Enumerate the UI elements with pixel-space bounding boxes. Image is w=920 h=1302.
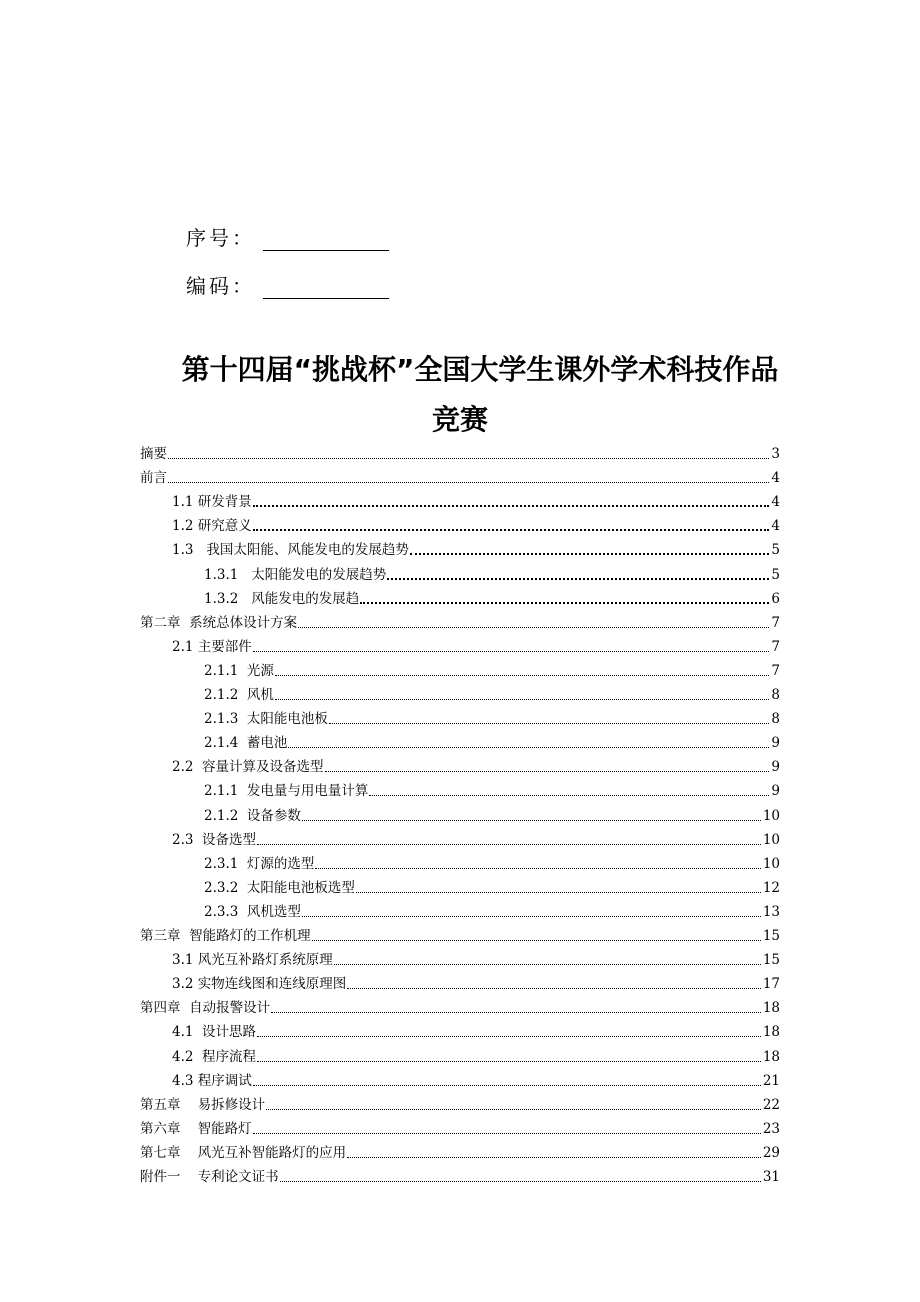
toc-entry-page: 7 (771, 662, 780, 679)
toc-entry[interactable] (140, 486, 780, 510)
serial-number-blank (263, 230, 389, 251)
serial-number-label: 序号： (186, 226, 255, 250)
toc-entry-page: 13 (762, 903, 780, 920)
toc-entry[interactable] (140, 631, 780, 655)
toc-entry[interactable] (140, 1089, 780, 1113)
toc-entry-label: 1.3 我国太阳能、风能发电的发展趋势 (172, 542, 409, 559)
toc-leader-dots (253, 505, 770, 507)
toc-entry[interactable] (140, 583, 780, 607)
serial-number-field (186, 222, 389, 251)
toc-entry-label: 2.1.4 蓄电池 (204, 735, 288, 752)
toc-entry[interactable] (140, 896, 780, 920)
toc-leader-dots (387, 578, 769, 580)
toc-entry[interactable] (140, 1161, 780, 1185)
toc-leader-dots (253, 529, 770, 531)
toc-entry[interactable] (140, 438, 780, 462)
toc-entry[interactable] (140, 920, 780, 944)
toc-leader-dots (168, 482, 769, 483)
code-label: 编码： (186, 274, 255, 298)
toc-entry-page: 8 (771, 687, 780, 703)
toc-entry-page: 31 (762, 1169, 780, 1185)
code-blank (263, 278, 389, 299)
toc-entry-page: 10 (762, 831, 780, 848)
toc-leader-dots (275, 675, 769, 676)
toc-entry-label: 第三章 智能路灯的工作机理 (140, 928, 311, 944)
toc-entry-page: 22 (762, 1096, 780, 1113)
toc-leader-dots (253, 651, 770, 652)
toc-entry-page: 7 (771, 614, 780, 631)
toc-leader-dots (334, 964, 761, 965)
toc-leader-dots (302, 916, 761, 917)
toc-entry-label: 摘要 (140, 446, 167, 462)
toc-entry-page: 5 (771, 566, 780, 583)
toc-entry-page: 4 (771, 494, 780, 511)
document-title-line-2: 竞赛 (431, 403, 488, 436)
toc-entry[interactable] (140, 944, 780, 968)
toc-entry-label: 第五章 易拆修设计 (140, 1096, 266, 1113)
toc-entry-page: 7 (771, 638, 780, 655)
toc-leader-dots (360, 602, 769, 604)
toc-leader-dots (302, 820, 761, 821)
toc-entry-label: 附件一 专利论文证书 (140, 1169, 279, 1185)
toc-leader-dots (347, 988, 761, 989)
toc-leader-dots (275, 699, 769, 700)
toc-entry-label: 第四章 自动报警设计 (140, 1000, 271, 1017)
toc-entry-label: 2.1.1 光源 (204, 662, 274, 679)
toc-entry-label: 2.3 设备选型 (172, 831, 257, 848)
toc-entry-label: 前言 (140, 470, 167, 487)
toc-entry-label: 2.1.2 风机 (204, 687, 274, 703)
toc-leader-dots (280, 1181, 761, 1182)
code-field (186, 270, 389, 299)
toc-entry-label: 4.3 程序调试 (172, 1072, 252, 1089)
toc-entry-label: 1.1 研发背景 (172, 494, 252, 511)
toc-entry[interactable] (140, 872, 780, 896)
toc-leader-dots (325, 771, 770, 772)
toc-leader-dots (257, 1036, 761, 1037)
toc-entry-label: 2.3.2 太阳能电池板选型 (204, 879, 355, 896)
toc-entry-page: 15 (762, 928, 780, 944)
toc-entry-page: 3 (771, 446, 780, 462)
toc-entry[interactable] (140, 679, 780, 703)
toc-leader-dots (257, 844, 761, 845)
toc-leader-dots (329, 723, 769, 724)
toc-entry-page: 4 (771, 518, 780, 535)
toc-entry-page: 18 (762, 1048, 780, 1065)
toc-entry-label: 第六章 智能路灯 (140, 1120, 252, 1137)
toc-entry-label: 1.3.2 风能发电的发展趋 (204, 590, 360, 607)
toc-entry[interactable] (140, 510, 780, 534)
toc-leader-dots (356, 892, 761, 893)
toc-entry-page: 9 (771, 759, 780, 776)
toc-leader-dots (253, 1133, 761, 1134)
toc-entry[interactable] (140, 727, 780, 751)
toc-entry-label: 2.3.1 灯源的选型 (204, 855, 315, 872)
toc-entry-page: 12 (762, 879, 780, 896)
toc-entry[interactable] (140, 559, 780, 583)
toc-entry-label: 1.2 研究意义 (172, 518, 252, 535)
toc-leader-dots (168, 458, 769, 459)
toc-leader-dots (266, 1109, 761, 1110)
toc-leader-dots (253, 1085, 761, 1086)
toc-leader-dots (410, 553, 770, 555)
toc-entry-page: 18 (762, 1000, 780, 1017)
toc-entry[interactable] (140, 607, 780, 631)
toc-entry-page: 21 (762, 1072, 780, 1089)
toc-entry[interactable] (140, 1065, 780, 1089)
toc-leader-dots (298, 627, 769, 628)
toc-entry-page: 5 (771, 542, 780, 559)
toc-entry-label: 2.1.3 太阳能电池板 (204, 711, 328, 728)
toc-entry[interactable] (140, 655, 780, 679)
toc-entry[interactable] (140, 992, 780, 1016)
toc-entry-page: 18 (762, 1024, 780, 1041)
toc-entry-page: 9 (771, 783, 780, 800)
toc-entry-label: 2.1.1 发电量与用电量计算 (204, 783, 369, 800)
toc-entry-label: 4.2 程序流程 (172, 1048, 257, 1065)
toc-leader-dots (369, 795, 769, 796)
toc-entry[interactable] (140, 800, 780, 824)
toc-entry[interactable] (140, 848, 780, 872)
toc-entry-label: 第二章 系统总体设计方案 (140, 614, 298, 631)
toc-entry[interactable] (140, 534, 780, 558)
toc-leader-dots (288, 747, 769, 748)
toc-entry-page: 29 (762, 1144, 780, 1161)
toc-entry-page: 4 (771, 470, 780, 487)
toc-entry-label: 3.2 实物连线图和连线原理图 (172, 976, 347, 993)
toc-entry[interactable] (140, 703, 780, 727)
toc-leader-dots (312, 940, 761, 941)
toc-entry[interactable] (140, 462, 780, 486)
toc-entry-page: 8 (771, 711, 780, 728)
toc-entry-page: 10 (762, 855, 780, 872)
toc-entry-label: 2.1.2 设备参数 (204, 807, 301, 824)
toc-leader-dots (257, 1061, 761, 1062)
toc-entry-label: 3.1 风光互补路灯系统原理 (172, 952, 333, 969)
document-title-line-1: 第十四届“挑战杯”全国大学生课外学术科技作品 (181, 353, 779, 386)
toc-entry-label: 4.1 设计思路 (172, 1024, 257, 1041)
toc-entry[interactable] (140, 1016, 780, 1040)
toc-entry-label: 2.3.3 风机选型 (204, 903, 301, 920)
toc-entry[interactable] (140, 968, 780, 992)
toc-entry[interactable] (140, 775, 780, 799)
toc-entry-page: 10 (762, 807, 780, 824)
toc-entry-page: 15 (762, 952, 780, 969)
toc-entry-label: 2.1 主要部件 (172, 638, 252, 655)
toc-leader-dots (347, 1157, 761, 1158)
toc-entry[interactable] (140, 824, 780, 848)
toc-entry[interactable] (140, 1137, 780, 1161)
toc-leader-dots (271, 1012, 761, 1013)
toc-leader-dots (315, 868, 760, 869)
toc-entry[interactable] (140, 751, 780, 775)
toc-entry-page: 17 (762, 976, 780, 993)
toc-entry[interactable] (140, 1041, 780, 1065)
toc-entry-page: 9 (771, 735, 780, 752)
toc-entry[interactable] (140, 1113, 780, 1137)
toc-entry-label: 1.3.1 太阳能发电的发展趋势 (204, 566, 387, 583)
toc-entry-page: 23 (762, 1120, 780, 1137)
toc-entry-label: 2.2 容量计算及设备选型 (172, 759, 324, 776)
toc-entry-page: 6 (771, 590, 780, 607)
toc-entry-label: 第七章 风光互补智能路灯的应用 (140, 1144, 347, 1161)
